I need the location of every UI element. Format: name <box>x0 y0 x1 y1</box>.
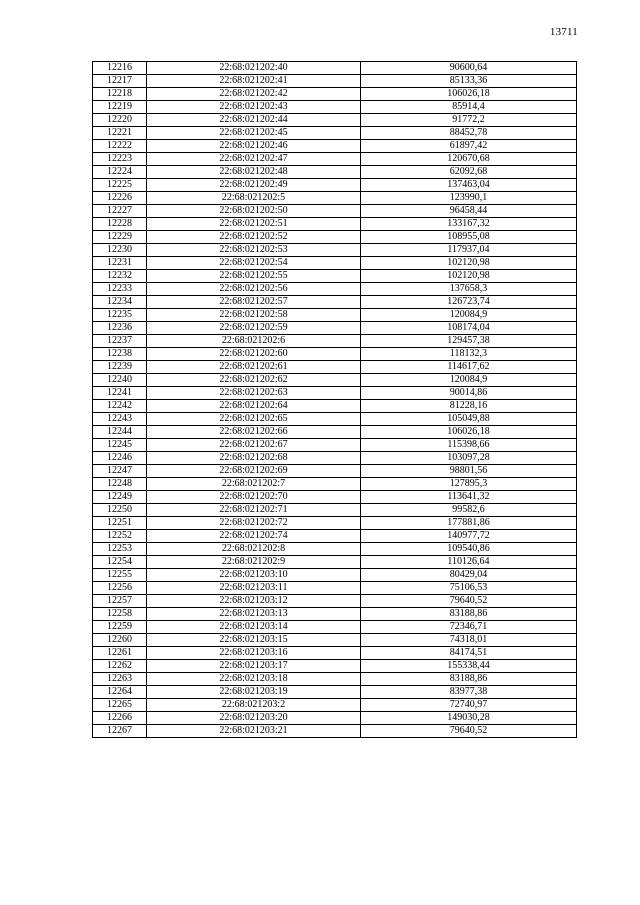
cadastral-number-cell: 22:68:021202:51 <box>147 218 361 231</box>
table-row <box>93 127 577 140</box>
cadastral-value-cell: 83188,86 <box>361 673 577 686</box>
cadastral-value-cell: 72346,71 <box>361 621 577 634</box>
row-number-cell: 12221 <box>93 127 147 140</box>
cadastral-number-cell: 22:68:021202:56 <box>147 283 361 296</box>
table-row <box>93 608 577 621</box>
cadastral-number-cell: 22:68:021202:57 <box>147 296 361 309</box>
cadastral-value-cell: 120084,9 <box>361 309 577 322</box>
cadastral-value-cell: 103097,28 <box>361 452 577 465</box>
row-number-cell: 12244 <box>93 426 147 439</box>
cadastral-value-cell: 113641,32 <box>361 491 577 504</box>
cadastral-value-cell: 123990,1 <box>361 192 577 205</box>
table-row <box>93 439 577 452</box>
table-row <box>93 465 577 478</box>
table-row <box>93 270 577 283</box>
row-number-cell: 12233 <box>93 283 147 296</box>
cadastral-value-cell: 149030,28 <box>361 712 577 725</box>
row-number-cell: 12249 <box>93 491 147 504</box>
table-body <box>93 62 577 738</box>
cadastral-number-cell: 22:68:021202:54 <box>147 257 361 270</box>
cadastral-value-cell: 109540,86 <box>361 543 577 556</box>
table-row <box>93 452 577 465</box>
row-number-cell: 12228 <box>93 218 147 231</box>
cadastral-value-cell: 90014,86 <box>361 387 577 400</box>
cadastral-value-cell: 120084,9 <box>361 374 577 387</box>
table-row <box>93 179 577 192</box>
cadastral-number-cell: 22:68:021202:64 <box>147 400 361 413</box>
table-row <box>93 686 577 699</box>
row-number-cell: 12248 <box>93 478 147 491</box>
cadastral-number-cell: 22:68:021202:65 <box>147 413 361 426</box>
cadastral-value-cell: 85914,4 <box>361 101 577 114</box>
cadastral-value-cell: 106026,18 <box>361 426 577 439</box>
row-number-cell: 12224 <box>93 166 147 179</box>
cadastral-number-cell: 22:68:021202:59 <box>147 322 361 335</box>
row-number-cell: 12234 <box>93 296 147 309</box>
cadastral-value-cell: 106026,18 <box>361 88 577 101</box>
page-number: 13711 <box>549 26 578 38</box>
cadastral-value-cell: 108174,04 <box>361 322 577 335</box>
cadastral-number-cell: 22:68:021202:49 <box>147 179 361 192</box>
cadastral-number-cell: 22:68:021203:21 <box>147 725 361 738</box>
table-row <box>93 504 577 517</box>
cadastral-value-cell: 80429,04 <box>361 569 577 582</box>
row-number-cell: 12246 <box>93 452 147 465</box>
row-number-cell: 12236 <box>93 322 147 335</box>
row-number-cell: 12262 <box>93 660 147 673</box>
row-number-cell: 12261 <box>93 647 147 660</box>
cadastral-value-cell: 75106,53 <box>361 582 577 595</box>
table-row <box>93 335 577 348</box>
cadastral-value-cell: 61897,42 <box>361 140 577 153</box>
cadastral-number-cell: 22:68:021202:58 <box>147 309 361 322</box>
cadastral-value-cell: 129457,38 <box>361 335 577 348</box>
cadastral-value-cell: 88452,78 <box>361 127 577 140</box>
cadastral-value-cell: 118132,3 <box>361 348 577 361</box>
row-number-cell: 12217 <box>93 75 147 88</box>
table-row <box>93 62 577 75</box>
cadastral-number-cell: 22:68:021202:62 <box>147 374 361 387</box>
cadastral-number-cell: 22:68:021203:19 <box>147 686 361 699</box>
cadastral-number-cell: 22:68:021203:14 <box>147 621 361 634</box>
table-row <box>93 296 577 309</box>
table-row <box>93 244 577 257</box>
table-row <box>93 582 577 595</box>
row-number-cell: 12226 <box>93 192 147 205</box>
cadastral-value-cell: 126723,74 <box>361 296 577 309</box>
table-row <box>93 530 577 543</box>
cadastral-number-cell: 22:68:021202:43 <box>147 101 361 114</box>
cadastral-number-cell: 22:68:021203:16 <box>147 647 361 660</box>
cadastral-number-cell: 22:68:021202:53 <box>147 244 361 257</box>
table-row <box>93 647 577 660</box>
cadastral-number-cell: 22:68:021202:5 <box>147 192 361 205</box>
row-number-cell: 12231 <box>93 257 147 270</box>
cadastral-number-cell: 22:68:021202:61 <box>147 361 361 374</box>
table-row <box>93 140 577 153</box>
row-number-cell: 12230 <box>93 244 147 257</box>
cadastral-number-cell: 22:68:021202:63 <box>147 387 361 400</box>
row-number-cell: 12227 <box>93 205 147 218</box>
cadastral-number-cell: 22:68:021203:15 <box>147 634 361 647</box>
cadastral-number-cell: 22:68:021203:20 <box>147 712 361 725</box>
cadastral-value-cell: 120670,68 <box>361 153 577 166</box>
table-row <box>93 309 577 322</box>
cadastral-number-cell: 22:68:021202:42 <box>147 88 361 101</box>
cadastral-number-cell: 22:68:021202:47 <box>147 153 361 166</box>
row-number-cell: 12247 <box>93 465 147 478</box>
cadastral-value-cell: 108955,08 <box>361 231 577 244</box>
row-number-cell: 12220 <box>93 114 147 127</box>
table-row <box>93 712 577 725</box>
cadastral-value-cell: 105049,88 <box>361 413 577 426</box>
table-row <box>93 569 577 582</box>
cadastral-value-cell: 79640,52 <box>361 595 577 608</box>
row-number-cell: 12241 <box>93 387 147 400</box>
row-number-cell: 12255 <box>93 569 147 582</box>
table-row <box>93 231 577 244</box>
cadastral-number-cell: 22:68:021202:52 <box>147 231 361 244</box>
row-number-cell: 12251 <box>93 517 147 530</box>
cadastral-value-cell: 110126,64 <box>361 556 577 569</box>
table-row <box>93 413 577 426</box>
cadastral-number-cell: 22:68:021202:72 <box>147 517 361 530</box>
row-number-cell: 12243 <box>93 413 147 426</box>
cadastral-value-cell: 137658,3 <box>361 283 577 296</box>
cadastral-number-cell: 22:68:021203:13 <box>147 608 361 621</box>
table-row <box>93 283 577 296</box>
row-number-cell: 12218 <box>93 88 147 101</box>
row-number-cell: 12240 <box>93 374 147 387</box>
table-row <box>93 556 577 569</box>
cadastral-number-cell: 22:68:021203:10 <box>147 569 361 582</box>
table-row <box>93 114 577 127</box>
cadastral-value-cell: 99582,6 <box>361 504 577 517</box>
cadastral-number-cell: 22:68:021202:8 <box>147 543 361 556</box>
cadastral-value-cell: 102120,98 <box>361 270 577 283</box>
row-number-cell: 12225 <box>93 179 147 192</box>
row-number-cell: 12242 <box>93 400 147 413</box>
table-row <box>93 699 577 712</box>
table-row <box>93 387 577 400</box>
table-row <box>93 660 577 673</box>
cadastral-value-cell: 137463,04 <box>361 179 577 192</box>
cadastral-value-cell: 96458,44 <box>361 205 577 218</box>
cadastral-value-cell: 114617,62 <box>361 361 577 374</box>
cadastral-number-cell: 22:68:021203:2 <box>147 699 361 712</box>
table-row <box>93 595 577 608</box>
table-row <box>93 374 577 387</box>
row-number-cell: 12239 <box>93 361 147 374</box>
cadastral-number-cell: 22:68:021202:74 <box>147 530 361 543</box>
cadastral-number-cell: 22:68:021202:55 <box>147 270 361 283</box>
table-row <box>93 543 577 556</box>
cadastral-number-cell: 22:68:021202:45 <box>147 127 361 140</box>
cadastral-value-cell: 133167,32 <box>361 218 577 231</box>
cadastral-value-cell: 127895,3 <box>361 478 577 491</box>
cadastral-number-cell: 22:68:021202:60 <box>147 348 361 361</box>
row-number-cell: 12216 <box>93 62 147 75</box>
cadastral-value-cell: 102120,98 <box>361 257 577 270</box>
table-row <box>93 205 577 218</box>
row-number-cell: 12253 <box>93 543 147 556</box>
table-row <box>93 166 577 179</box>
row-number-cell: 12222 <box>93 140 147 153</box>
cadastral-number-cell: 22:68:021202:9 <box>147 556 361 569</box>
cadastral-value-cell: 115398,66 <box>361 439 577 452</box>
row-number-cell: 12235 <box>93 309 147 322</box>
row-number-cell: 12238 <box>93 348 147 361</box>
row-number-cell: 12223 <box>93 153 147 166</box>
cadastral-number-cell: 22:68:021202:7 <box>147 478 361 491</box>
table-row <box>93 88 577 101</box>
cadastral-value-cell: 84174,51 <box>361 647 577 660</box>
table-row <box>93 322 577 335</box>
row-number-cell: 12263 <box>93 673 147 686</box>
cadastral-value-cell: 72740,97 <box>361 699 577 712</box>
row-number-cell: 12250 <box>93 504 147 517</box>
table-row <box>93 101 577 114</box>
cadastral-value-cell: 83188,86 <box>361 608 577 621</box>
cadastral-value-cell: 79640,52 <box>361 725 577 738</box>
row-number-cell: 12256 <box>93 582 147 595</box>
row-number-cell: 12259 <box>93 621 147 634</box>
table-row <box>93 192 577 205</box>
cadastral-number-cell: 22:68:021202:71 <box>147 504 361 517</box>
cadastral-number-cell: 22:68:021202:46 <box>147 140 361 153</box>
cadastral-value-cell: 62092,68 <box>361 166 577 179</box>
table-row <box>93 257 577 270</box>
cadastral-value-cell: 83977,38 <box>361 686 577 699</box>
cadastral-number-cell: 22:68:021202:66 <box>147 426 361 439</box>
cadastral-value-cell: 91772,2 <box>361 114 577 127</box>
cadastral-number-cell: 22:68:021202:67 <box>147 439 361 452</box>
row-number-cell: 12267 <box>93 725 147 738</box>
cadastral-number-cell: 22:68:021202:6 <box>147 335 361 348</box>
row-number-cell: 12257 <box>93 595 147 608</box>
row-number-cell: 12232 <box>93 270 147 283</box>
cadastral-number-cell: 22:68:021202:44 <box>147 114 361 127</box>
cadastral-value-cell: 85133,36 <box>361 75 577 88</box>
cadastral-value-cell: 177881,86 <box>361 517 577 530</box>
cadastral-number-cell: 22:68:021203:11 <box>147 582 361 595</box>
cadastral-value-cell: 140977,72 <box>361 530 577 543</box>
table-row <box>93 75 577 88</box>
table-row <box>93 634 577 647</box>
table-row <box>93 426 577 439</box>
row-number-cell: 12265 <box>93 699 147 712</box>
cadastral-value-table <box>92 61 577 738</box>
row-number-cell: 12266 <box>93 712 147 725</box>
table-row <box>93 218 577 231</box>
cadastral-number-cell: 22:68:021202:70 <box>147 491 361 504</box>
cadastral-value-cell: 117937,04 <box>361 244 577 257</box>
cadastral-number-cell: 22:68:021202:41 <box>147 75 361 88</box>
cadastral-number-cell: 22:68:021202:50 <box>147 205 361 218</box>
table-row <box>93 400 577 413</box>
cadastral-value-cell: 90600,64 <box>361 62 577 75</box>
row-number-cell: 12264 <box>93 686 147 699</box>
cadastral-number-cell: 22:68:021203:12 <box>147 595 361 608</box>
table-row <box>93 673 577 686</box>
table-row <box>93 725 577 738</box>
table-row <box>93 517 577 530</box>
cadastral-number-cell: 22:68:021202:48 <box>147 166 361 179</box>
cadastral-value-cell: 74318,01 <box>361 634 577 647</box>
row-number-cell: 12229 <box>93 231 147 244</box>
cadastral-number-cell: 22:68:021203:17 <box>147 660 361 673</box>
cadastral-number-cell: 22:68:021202:40 <box>147 62 361 75</box>
row-number-cell: 12245 <box>93 439 147 452</box>
cadastral-value-cell: 98801,56 <box>361 465 577 478</box>
cadastral-number-cell: 22:68:021203:18 <box>147 673 361 686</box>
row-number-cell: 12237 <box>93 335 147 348</box>
row-number-cell: 12254 <box>93 556 147 569</box>
row-number-cell: 12219 <box>93 101 147 114</box>
cadastral-number-cell: 22:68:021202:69 <box>147 465 361 478</box>
table-row <box>93 153 577 166</box>
row-number-cell: 12260 <box>93 634 147 647</box>
table-row <box>93 361 577 374</box>
table-row <box>93 491 577 504</box>
row-number-cell: 12258 <box>93 608 147 621</box>
cadastral-number-cell: 22:68:021202:68 <box>147 452 361 465</box>
table-row <box>93 621 577 634</box>
row-number-cell: 12252 <box>93 530 147 543</box>
cadastral-value-cell: 81228,16 <box>361 400 577 413</box>
table-row <box>93 348 577 361</box>
table-row <box>93 478 577 491</box>
cadastral-value-cell: 155338,44 <box>361 660 577 673</box>
